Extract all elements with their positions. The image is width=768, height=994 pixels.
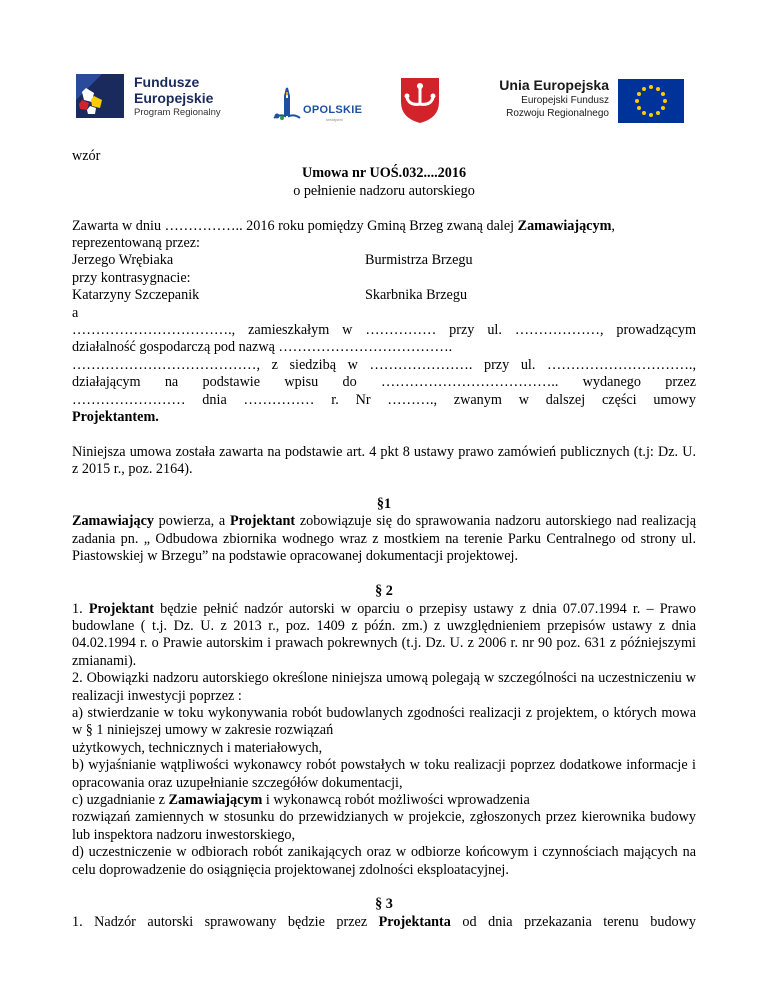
section-1-text: Zamawiający powierza, a Projektant zobowiązuje się do sprawowania nadzoru autorskiego nad realizacją zadania pn. „ Odbudowa zbiornika wodnego wraz z mostkiem na terenie Parku Centralnego od strony ul. Piastowskiej w Brzegu” na podstawie opracowanej dokumentacji projektowej. <box>72 513 696 565</box>
section-3-heading: § 3 <box>375 896 393 913</box>
section-2-point-2: 2. Obowiązki nadzoru autorskiego określone niniejsza umową polegają w szczególności na uczestniczeniu w realizacji inwestycji poprzez : <box>72 670 696 704</box>
signatory-1-name: Jerzego Wrębiaka <box>72 252 174 269</box>
conjunction-a: a <box>72 304 79 321</box>
document-body <box>72 148 696 931</box>
represented-by: reprezentowaną przez: <box>72 235 200 252</box>
opolskie-tower-icon <box>271 82 303 122</box>
signatory-row-1 <box>72 252 696 269</box>
opolskie-logo <box>271 82 381 122</box>
fe-line3: Program Regionalny <box>134 107 221 118</box>
fe-line1: Fundusze <box>134 74 200 90</box>
logo-banner <box>0 0 768 140</box>
template-label: wzór <box>72 148 101 164</box>
fe-emblem-icon <box>72 72 128 120</box>
section-2-heading: § 2 <box>375 583 393 600</box>
signatory-2-name: Katarzyny Szczepanik <box>72 287 200 304</box>
ue-line2: Europejski Fundusz <box>521 95 609 106</box>
legal-basis: Niniejsza umowa została zawarta na podstawie art. 4 pkt 8 ustawy prawo zamówień publicznych (t.j: Dz. U. z 2015 r., poz. 2164). <box>72 443 696 478</box>
section-3-point-1: 1. Nadzór autorski sprawowany będzie przez Projektanta od dnia przekazania terenu budowy <box>72 913 696 930</box>
signatory-1-role: Burmistrza Brzegu <box>365 252 473 269</box>
opolskie-text: OPOLSKIE <box>303 104 363 116</box>
brzeg-coat-of-arms <box>399 76 441 124</box>
coat-of-arms-icon <box>399 76 441 124</box>
section-2-item-b: b) wyjaśnianie wątpliwości wykonawcy robót powstałych w toku realizacji poprzez dodatkowe informacje i opracowania oraz uzupełnianie szczegółów dokumentacji, <box>72 757 696 791</box>
countersignature-label: przy kontrasygnacie: <box>72 269 191 286</box>
designer-line-4: działającym na podstawie wpisu do ……………………………….. wydanego przez <box>72 374 696 391</box>
section-2-item-a-cont: użytkowych, technicznych i materiałowych, <box>72 739 323 756</box>
fe-line2: Europejskie <box>134 90 214 106</box>
intro-paragraph: Zawarta w dniu …………….. 2016 roku pomiędzy Gminą Brzeg zwaną dalej Zamawiającym, <box>72 217 615 234</box>
section-2-item-a: a) stwierdzanie w toku wykonywania robót budowlanych zgodności realizacji z projektem, o których mowa w § 1 niniejszej umowy w zakresie rozwiązań <box>72 704 696 739</box>
designer-line-1: ……………………………., zamieszkałym w …………… przy ul. ………………, prowadzącym <box>72 322 696 339</box>
fundusze-europejskie-logo <box>72 72 222 122</box>
contract-title: Umowa nr UOŚ.032....2016 <box>301 165 467 182</box>
designer-line-3: …………………………………, z siedzibą w …………………. przy ul. …………………………., <box>72 356 696 373</box>
ue-line3: Rozwoju Regionalnego <box>506 108 609 119</box>
section-2-point-1: 1. Projektant będzie pełnić nadzór autorski w oparciu o przepisy ustawy z dnia 07.07.1994 r. – Prawo budowlane ( t.j. Dz. U. z 2013 r., poz. 1409 z późn. zm.) z uwzględnieniem przepisów ustawy z dnia 04.02.1994 r. o Prawie autorskim i prawach pokrewnych (t.j. Dz. U. z 2006 r. nr 90 poz. 631 z późniejszymi zmianami). <box>72 600 697 669</box>
unia-europejska-logo <box>497 77 687 125</box>
eu-flag-icon <box>618 79 684 123</box>
contract-subtitle: o pełnienie nadzoru autorskiego <box>293 182 475 199</box>
opolskie-subtext: kreatywni <box>326 117 343 122</box>
section-2-item-d: d) uczestniczenie w odbiorach robót zanikających oraz w odbiorze końcowym i czynnościach mających na celu doprowadzenie do osiągnięcia projektowanej zdolności eksploatacyjnej. <box>72 844 696 878</box>
signatory-2-role: Skarbnika Brzegu <box>365 287 468 304</box>
signatory-row-2 <box>72 287 696 304</box>
designer-term: Projektantem. <box>72 409 159 426</box>
designer-line-5: …………………… dnia …………… r. Nr ………., zwanym w dalszej części umowy <box>72 391 696 408</box>
ue-line1: Unia Europejska <box>499 77 609 93</box>
section-2-item-c-cont: rozwiązań zamiennych w stosunku do przewidzianych w projekcie, zgłoszonych przez kierownika budowy lub inspektora nadzoru inwestorskiego, <box>72 809 696 843</box>
designer-line-2: działalność gospodarczą pod nazwą ………………………………. <box>72 339 453 356</box>
section-2-item-c: c) uzgadnianie z Zamawiającym i wykonawcą robót możliwości wprowadzenia <box>72 791 530 808</box>
section-1-heading: §1 <box>376 496 392 513</box>
